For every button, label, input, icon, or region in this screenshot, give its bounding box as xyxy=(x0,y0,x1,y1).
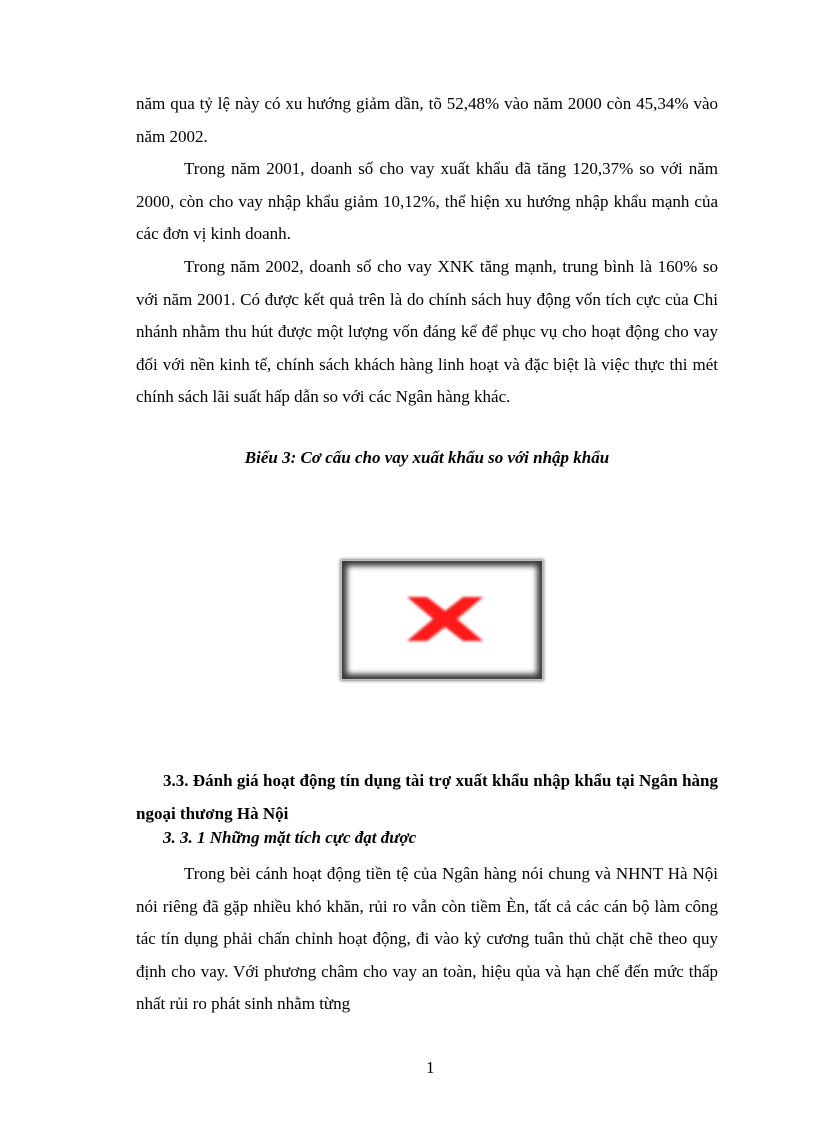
paragraph-2001: Trong năm 2001, doanh số cho vay xuất khẩu đã tăng 120,37% so với năm 2000, còn cho vay nhập khẩu giảm 10,12%, thể hiện xu hướng nhập khẩu mạnh của các đơn vị kinh doanh. xyxy=(136,159,718,243)
paragraph-2002: Trong năm 2002, doanh số cho vay XNK tăng mạnh, trung bình là 160% so với năm 2001. Có được kết quả trên là do chính sách huy động vốn tích cực của Chi nhánh nhằm thu hút được một lượng vốn đáng kể để phục vụ cho hoạt động cho vay đối với nền kinh tế, chính sách khách hàng linh hoạt và đặc biệt là việc thực thi mét chính sách lãi suất hấp dẫn so với các Ngân hàng khác. xyxy=(136,257,718,406)
page-number: 1 xyxy=(426,1058,435,1077)
section-heading: 3.3. Đánh giá hoạt động tín dụng tài trợ xuất khẩu nhập khẩu tại Ngân hàng ngoại thương Hà Nội xyxy=(136,771,718,823)
broken-image-icon xyxy=(397,591,493,647)
chart-caption: Biểu 3: Cơ cấu cho vay xuất khẩu so với nhập khẩu xyxy=(244,448,610,467)
paragraph-intro: năm qua tỷ lệ này có xu hướng giảm dần, tõ 52,48% vào năm 2000 còn 45,34% vào năm 2002. xyxy=(136,94,718,146)
paragraph-body: Trong bèi cánh hoạt động tiền tệ của Ngân hàng nói chung và NHNT Hà Nội nói riêng đã gặp nhiều khó khăn, rủi ro vẫn còn tiềm Èn, tất cả các cán bộ làm công tác tín dụng phải chấn chỉnh hoạt động, đi vào kỷ cương tuân thủ chặt chẽ theo quy định cho vay. Với phương châm cho vay an toàn, hiệu qủa và hạn chế đến mức thấp nhất rủi ro phát sinh nhằm từng xyxy=(136,864,718,1013)
broken-image-placeholder xyxy=(341,560,543,680)
subsection-heading: 3. 3. 1 Những mặt tích cực đạt được xyxy=(163,828,417,847)
